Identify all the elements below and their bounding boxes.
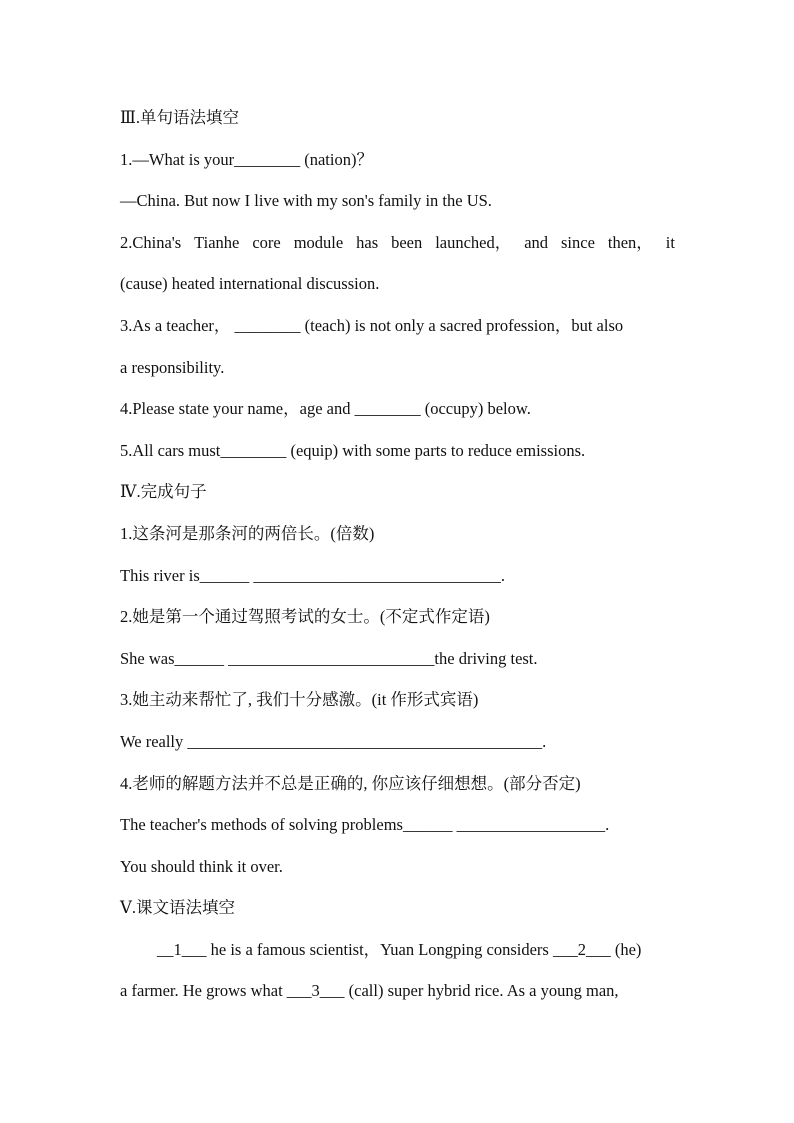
q2-word: been: [391, 232, 423, 252]
s4-question-4-english: The teacher's methods of solving problems______ __________________.: [120, 815, 610, 835]
s3-question-2: [120, 222, 675, 264]
q2-word: Tianhe: [194, 232, 240, 252]
section-4-heading: Ⅳ.完成句子: [120, 482, 207, 502]
s4-question-2-english: She was______ _________________________the driving test.: [120, 648, 538, 668]
s4-question-3-chinese: 3.她主动来帮忙了, 我们十分感激。(it 作形式宾语): [120, 690, 479, 710]
s4-question-1-english: This river is______ ______________________________.: [120, 565, 505, 585]
s3-question-3: 3.As a teacher， ________ (teach) is not only a sacred profession，but also: [120, 315, 624, 335]
s4-question-4-chinese: 4.老师的解题方法并不总是正确的, 你应该仔细想想。(部分否定): [120, 773, 581, 793]
s4-question-2-chinese: 2.她是第一个通过驾照考试的女士。(不定式作定语): [120, 607, 490, 627]
q2-word: launched，: [435, 232, 512, 252]
q2-word: it: [665, 232, 675, 252]
s3-question-3-continued: a responsibility.: [120, 357, 225, 377]
q2-word: 2.China's: [120, 232, 182, 252]
s5-passage-line-1: __1___ he is a famous scientist，Yuan Longping considers ___2___ (he): [157, 939, 642, 959]
s3-question-2-continued: (cause) heated international discussion.: [120, 274, 380, 294]
section-5-heading: Ⅴ.课文语法填空: [120, 898, 236, 918]
q2-word: then，: [607, 232, 653, 252]
q2-word: has: [356, 232, 379, 252]
q2-word: since: [561, 232, 595, 252]
q2-word: and: [524, 232, 549, 252]
s4-question-1-chinese: 1.这条河是那条河的两倍长。(倍数): [120, 523, 375, 543]
q2-word: module: [293, 232, 344, 252]
s3-question-5: 5.All cars must________ (equip) with some parts to reduce emissions.: [120, 440, 586, 460]
section-3-heading: Ⅲ.单句语法填空: [120, 108, 240, 127]
s3-question-1: 1.—What is your________ (nation)？: [120, 149, 373, 169]
q2-word: core: [252, 232, 281, 252]
s3-question-4: 4.Please state your name，age and ________ (occupy) below.: [120, 399, 531, 419]
s4-question-4-english-continued: You should think it over.: [120, 856, 283, 876]
s4-question-3-english: We really ___________________________________________.: [120, 731, 547, 751]
s3-question-1-answer-line: —China. But now I live with my son's family in the US.: [120, 191, 492, 211]
s5-passage-line-2: a farmer. He grows what ___3___ (call) super hybrid rice. As a young man,: [120, 981, 619, 1001]
worksheet-content: [120, 97, 680, 1012]
